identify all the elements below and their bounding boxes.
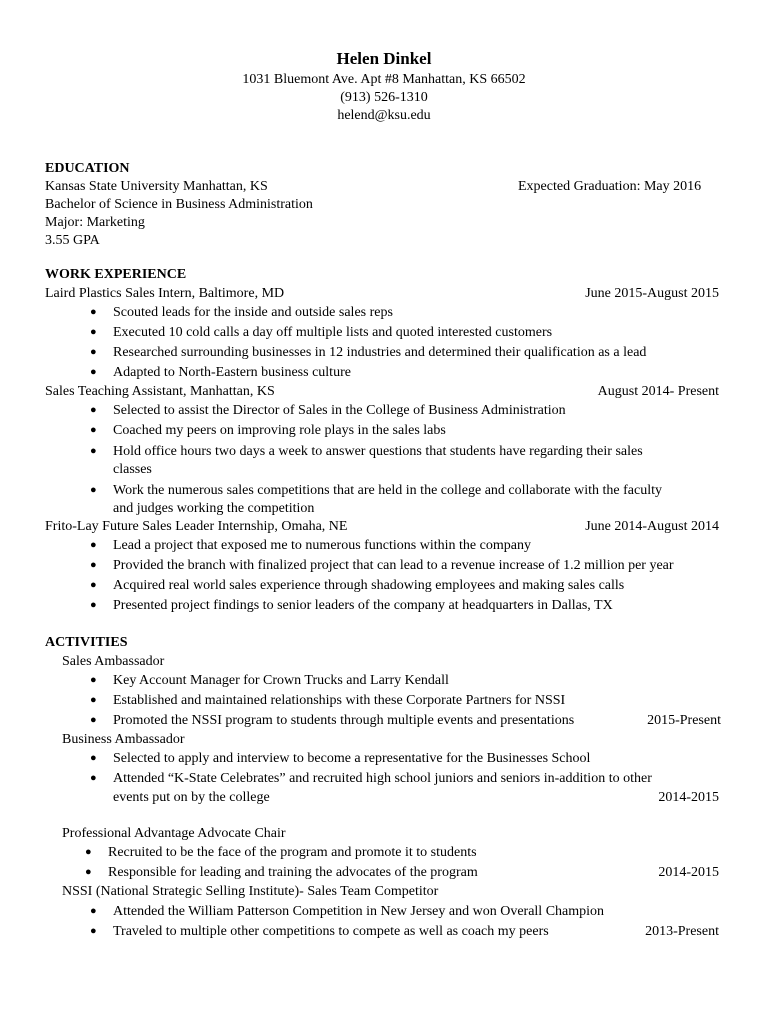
job-bullet: Executed 10 cold calls a day off multiple lists and quoted interested customers [113,325,553,340]
activity-bullet: Attended “K-State Celebrates” and recruited high school juniors and seniors in-addition to other [113,771,652,786]
activity-title: Business Ambassador [62,732,185,747]
bullet-icon: ● [90,694,97,706]
job-bullet: Acquired real world sales experience through shadowing employees and making sales calls [113,578,625,593]
activity-bullet: Key Account Manager for Crown Trucks and Larry Kendall [113,673,449,688]
activity-dates: 2014-2015 [658,865,719,880]
job-bullet: Selected to assist the Director of Sales in the College of Business Administration [113,403,566,418]
job-bullet: Scouted leads for the inside and outside sales reps [113,305,393,320]
education-degree: Bachelor of Science in Business Administration [45,197,313,212]
activity-bullet: Recruited to be the face of the program and promote it to students [108,845,477,860]
bullet-icon: ● [90,905,97,917]
bullet-icon: ● [90,714,97,726]
work-heading: WORK EXPERIENCE [45,267,187,282]
activity-bullet: Selected to apply and interview to become a representative for the Businesses School [113,751,591,766]
job-bullet: Researched surrounding businesses in 12 industries and determined their qualification as a lead [113,345,647,360]
education-gpa: 3.55 GPA [45,233,100,248]
job-dates: June 2014-August 2014 [585,519,719,534]
bullet-icon: ● [90,599,97,611]
email: helend@ksu.edu [337,108,431,123]
activity-dates: 2015-Present [647,713,721,728]
job-bullet: Adapted to North-Eastern business culture [113,365,351,380]
bullet-icon: ● [90,366,97,378]
education-major: Major: Marketing [45,215,145,230]
bullet-icon: ● [90,559,97,571]
job-dates: August 2014- Present [597,384,719,399]
phone: (913) 526-1310 [340,90,428,105]
bullet-icon: ● [90,772,97,784]
job-title: Frito-Lay Future Sales Leader Internship, Omaha, NE [45,519,348,534]
activity-title: Sales Ambassador [62,654,165,669]
bullet-icon: ● [90,484,97,496]
activity-bullet: Promoted the NSSI program to students through multiple events and presentations [113,713,575,728]
education-school: Kansas State University Manhattan, KS [45,179,268,194]
education-heading: EDUCATION [45,161,130,176]
bullet-icon: ● [85,866,92,878]
job-bullet: Hold office hours two days a week to answer questions that students have regarding their sales [113,444,643,459]
job-dates: June 2015-August 2015 [585,286,719,301]
job-bullet: Coached my peers on improving role plays in the sales labs [113,423,446,438]
activity-bullet: Established and maintained relationships with these Corporate Partners for NSSI [113,693,566,708]
activity-title: Professional Advantage Advocate Chair [62,826,286,841]
activity-dates: 2014-2015 [658,790,719,805]
activity-dates: 2013-Present [645,924,719,939]
job-bullet: Work the numerous sales competitions that are held in the college and collaborate with the faculty [113,483,662,498]
activities-heading: ACTIVITIES [45,635,128,650]
bullet-icon: ● [90,925,97,937]
bullet-icon: ● [90,404,97,416]
bullet-icon: ● [90,579,97,591]
job-title: Sales Teaching Assistant, Manhattan, KS [45,384,275,399]
bullet-icon: ● [90,424,97,436]
bullet-icon: ● [90,445,97,457]
bullet-icon: ● [85,846,92,858]
address: 1031 Bluemont Ave. Apt #8 Manhattan, KS 66502 [242,72,526,87]
job-bullet: Lead a project that exposed me to numerous functions within the company [113,538,531,553]
bullet-icon: ● [90,346,97,358]
job-bullet-continued: and judges working the competition [113,501,315,516]
activity-bullet-continued: events put on by the college [113,790,270,805]
activity-bullet: Attended the William Patterson Competition in New Jersey and won Overall Champion [113,904,605,919]
bullet-icon: ● [90,752,97,764]
job-bullet: Provided the branch with finalized project that can lead to a revenue increase of 1.2 million per year [113,558,674,573]
job-bullet: Presented project findings to senior leaders of the company at headquarters in Dallas, TX [113,598,613,613]
activity-bullet: Responsible for leading and training the advocates of the program [108,865,478,880]
education-graduation: Expected Graduation: May 2016 [518,179,702,194]
bullet-icon: ● [90,539,97,551]
job-title: Laird Plastics Sales Intern, Baltimore, MD [45,286,285,301]
bullet-icon: ● [90,306,97,318]
resume-name: Helen Dinkel [336,49,432,68]
bullet-icon: ● [90,326,97,338]
activity-bullet: Traveled to multiple other competitions to compete as well as coach my peers [113,924,549,939]
activity-title: NSSI (National Strategic Selling Institute)- Sales Team Competitor [62,884,439,899]
job-bullet-continued: classes [113,462,152,477]
bullet-icon: ● [90,674,97,686]
